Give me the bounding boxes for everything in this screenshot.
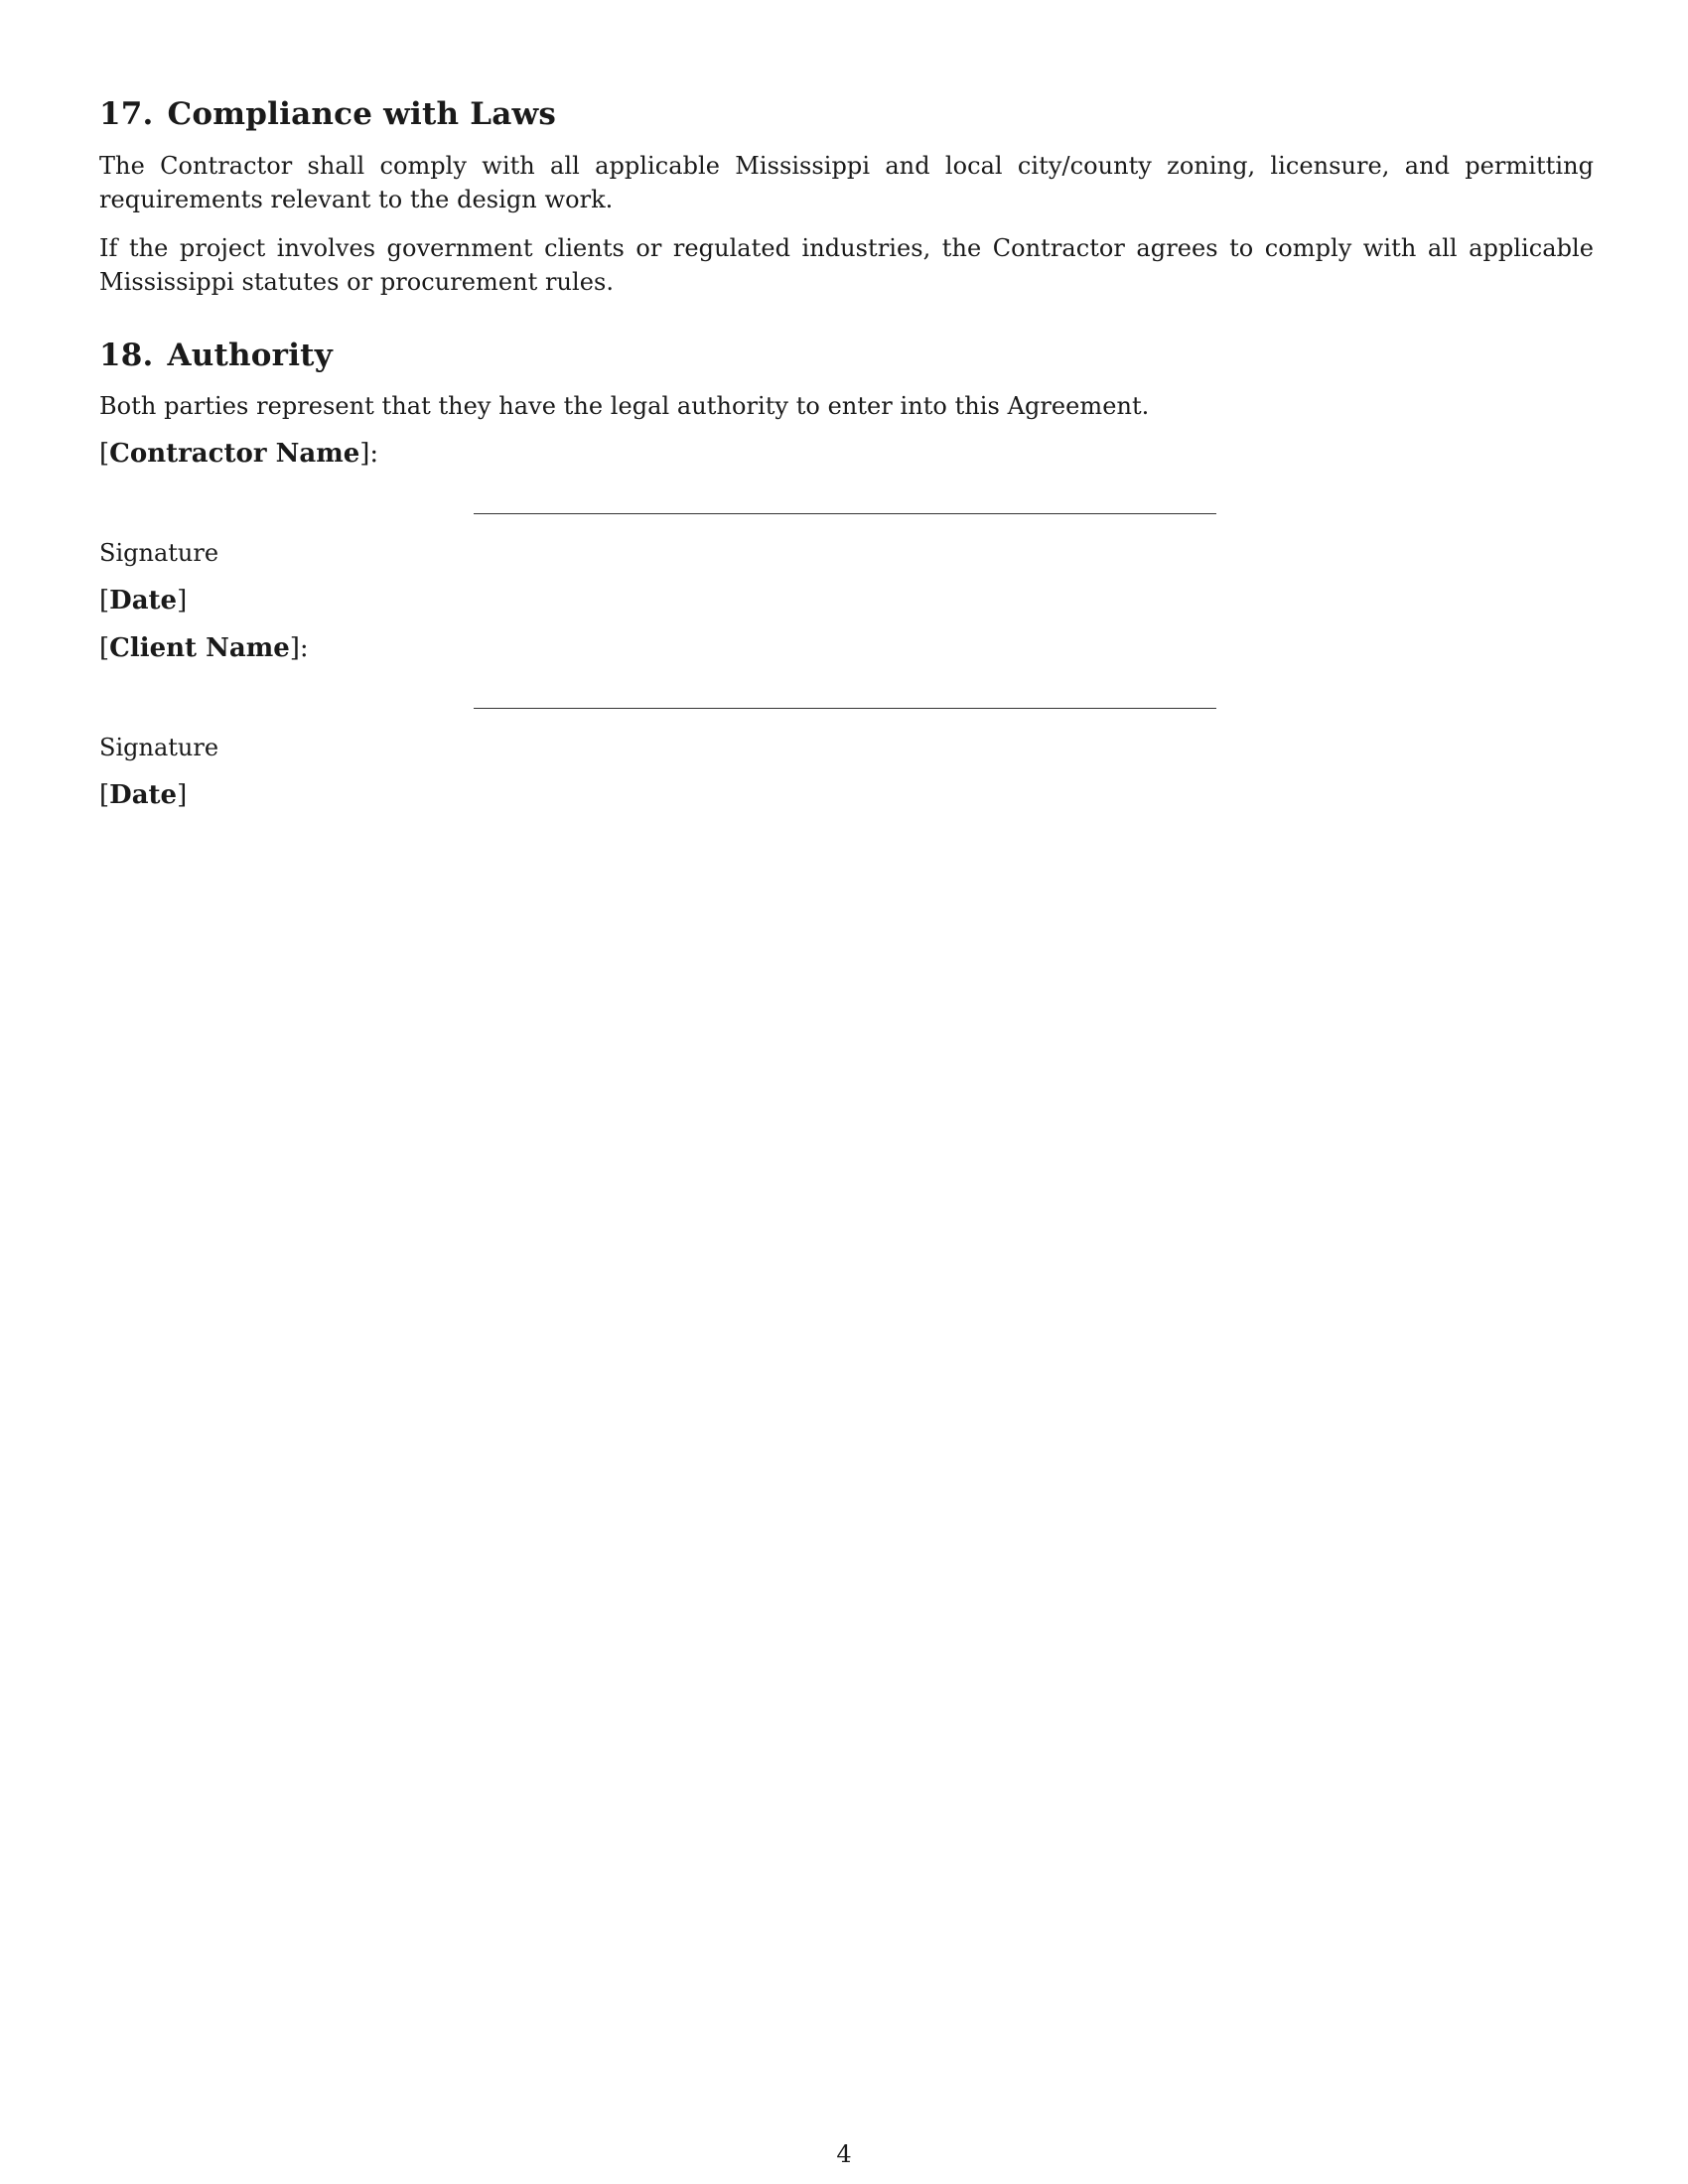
section-17-paragraph-1: The Contractor shall comply with all applicable Mississippi and local city/county zoning, licensure, and permitting requirements relevant to the design work.: [99, 152, 1594, 213]
page-number: 4: [836, 2140, 852, 2168]
client-date-label: [Date]: [99, 780, 188, 810]
contractor-signature-label: Signature: [99, 539, 219, 567]
client-signature-line: [474, 708, 1216, 709]
section-18-title: Authority: [167, 338, 333, 373]
section-17-paragraph-2: If the project involves government clients or regulated industries, the Contractor agrees to comply with all applicable Mississippi statutes or procurement rules.: [99, 234, 1594, 296]
section-17-heading: [99, 94, 556, 134]
section-18-heading: [99, 336, 333, 375]
section-17-title: Compliance with Laws: [167, 96, 557, 132]
client-signature-label: Signature: [99, 734, 219, 761]
contractor-date-label: [Date]: [99, 586, 188, 615]
section-18-number: 18.: [99, 338, 154, 373]
section-17-number: 17.: [99, 96, 154, 132]
contractor-signature-line: [474, 513, 1216, 514]
contractor-name-label: [Contractor Name]:: [99, 439, 379, 469]
section-18-paragraph-1: Both parties represent that they have the legal authority to enter into this Agreement.: [99, 392, 1150, 420]
client-name-label: [Client Name]:: [99, 633, 309, 663]
